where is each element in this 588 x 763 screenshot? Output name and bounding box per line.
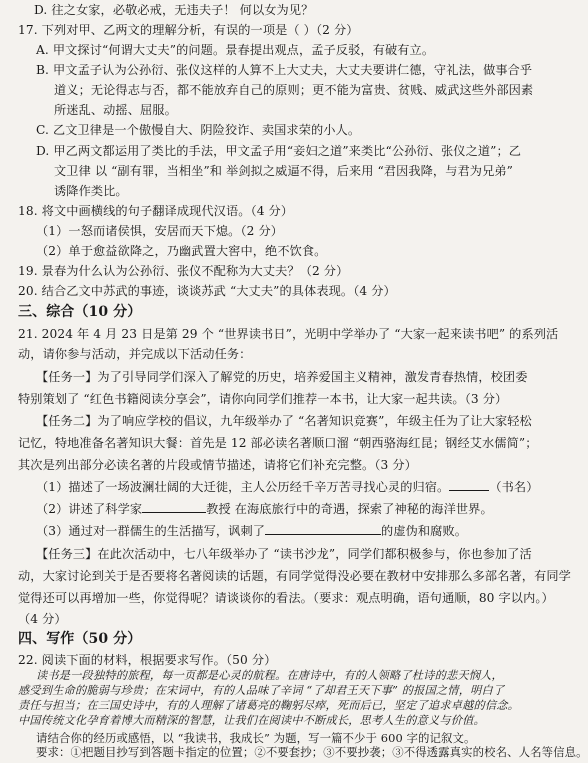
task2-blank-3-text: （3）通过对一群儒生的生活描写，讽刺了 — [36, 524, 266, 538]
q17-stem: 17. 下列对甲、乙两文的理解分析，有误的一项是（ ）（2 分） — [18, 23, 359, 37]
q22-requirements: 要求：①把题目抄写到答题卡指定的位置；②不要套抄；③不要抄袭；③不得透露真实的校名、人名等信息。 — [36, 745, 588, 759]
q17-option-d-line3: 诱降作类比。 — [54, 184, 128, 198]
task2-blank-1 — [36, 479, 539, 495]
q17-option-b-line2: 道义；无论得志与否，都不能放弃自己的原则；更不能为富贵、贫贱、威武这些外部因素 — [54, 83, 534, 97]
task3-score: （4 分） — [18, 612, 67, 626]
q19-stem: 19. 景春为什么认为公孙衍、张仪不配称为大丈夫？（2 分） — [18, 264, 349, 278]
q22-prompt: 请结合你的经历或感悟，以 “我读书，我成长” 为题，写一篇不少于 600 字的记叙文。 — [36, 731, 476, 745]
task3-text-line3: 觉得还可以再增加一些，你觉得呢？请谈谈你的看法。（要求：观点明确，语句通顺，80 字以内。） — [18, 591, 554, 605]
q22-requirements-tail: 人名等信息。 — [518, 745, 588, 759]
task2-blank-2 — [36, 501, 493, 517]
q17-option-c: C. 乙文卫律是一个傲慢自大、阴险狡诈、卖国求荣的小人。 — [36, 123, 361, 137]
q17-option-d-line2: 文卫律 以 “副有罪，当相坐”和 举剑拟之威逼不得，后来用 “君因我降，与君为兄弟” — [54, 164, 513, 178]
answer-blank[interactable] — [449, 479, 489, 491]
q18-stem: 18. 将文中画横线的句子翻译成现代汉语。（4 分） — [18, 204, 294, 218]
q20-stem: 20. 结合乙文中苏武的事迹，谈谈苏武 “大丈夫”的具体表现。（4 分） — [18, 284, 396, 298]
q17-option-b: B. 甲文孟子认为公孙衍、张仪这样的人算不上大丈夫，大丈夫要讲仁德，守礼法，做事合乎 — [36, 63, 533, 77]
q17-option-b-line3: 所迷乱、动摇、屈服。 — [54, 103, 177, 117]
section-heading-writing: 四、写作（50 分） — [18, 631, 142, 647]
q21-stem: 21. 2024 年 4 月 23 日是第 29 个 “世界读书日”，光明中学举办了 “大家一起来读书吧” 的系列活 — [18, 327, 559, 341]
task2-text-line3: 其次是列出部分必读名著的片段或情节描述，请将它们补充完整。（3 分） — [18, 458, 417, 472]
task2-blank-1-suffix: （书名） — [489, 480, 539, 494]
task2-text-line2: 记忆，特地准备名著知识大餐：首先是 12 部必读名著顺口溜 “朝西骆海红昆；钢经艾水儒简”； — [18, 436, 538, 450]
answer-blank[interactable] — [265, 523, 381, 535]
task1-text-line2: 特别策划了 “红色书籍阅读分享会”，请你向同学们推荐一本书，让大家一起共读。（3 分） — [18, 392, 508, 406]
q18-item-1: （1）一怒而诸侯惧，安居而天下熄。（2 分） — [36, 224, 284, 238]
task3-text-line2: 动，大家讨论到关于是否要将名著阅读的话题，有同学觉得没必要在教材中安排那么多部名著，有同学 — [18, 569, 571, 583]
task2-text: 【任务二】为了响应学校的倡议，九年级举办了 “名著知识竞赛”，年级主任为了让大家轻松 — [36, 414, 532, 428]
q22-stem: 22. 阅读下面的材料，根据要求写作。（50 分） — [18, 653, 277, 667]
section-heading-comprehensive: 三、综合（10 分） — [18, 304, 142, 320]
q22-material-line2: 感受到生命的脆弱与珍贵；在宋词中，有的人品味了辛词 “了却君王天下事” 的报国之情，明白了 — [18, 684, 505, 697]
task2-blank-3 — [36, 523, 467, 539]
q16-option-d: D. 往之女家，必敬必戒，无违夫子！ 何以女为见？ — [34, 3, 314, 17]
q22-material: 读书是一段独特的旅程，每一页都是心灵的航程。在唐诗中，有的人领略了杜诗的悲天悯人， — [36, 669, 503, 682]
task3-text: 【任务三】在此次活动中，七八年级举办了 “读书沙龙”，同学们都积极参与，你也参加了活 — [36, 547, 532, 561]
task2-blank-2-text: （2）讲述了科学家 — [36, 502, 143, 516]
q22-material-line3: 责任与担当；在三国史诗中，有的人理解了诸葛亮的鞠躬尽瘁，死而后已，坚定了追求卓越的信念。 — [18, 699, 520, 712]
task2-blank-3-suffix: 的虚伪和腐败。 — [381, 524, 468, 538]
answer-blank[interactable] — [142, 501, 206, 513]
q17-option-d: D. 甲乙两文都运用了类比的手法，甲文孟子用“妾妇之道”来类比“公孙衍、张仪之道”；乙 — [36, 144, 522, 158]
task2-blank-2-suffix: 教授 在海底旅行中的奇遇，探索了神秘的海洋世界。 — [206, 502, 493, 516]
q17-option-a: A. 甲文探讨“何谓大丈夫”的问题。景春提出观点，孟子反驳，有破有立。 — [36, 43, 435, 57]
q21-stem-line2: 动，请你参与活动，并完成以下活动任务： — [18, 347, 252, 361]
task2-blank-1-text: （1）描述了一场波澜壮阔的大迁徙，主人公历经千辛万苦寻找心灵的归宿。 — [36, 480, 450, 494]
q18-item-2: （2）单于愈益欲降之，乃幽武置大窖中，绝不饮食。 — [36, 244, 327, 258]
q22-material-line4: 中国传统文化孕育着博大而精深的智慧，让我们在阅读中不断成长，思考人生的意义与价值。 — [18, 714, 485, 727]
task1-text: 【任务一】为了引导同学们深入了解党的历史，培养爱国主义精神，激发青春热情，校团委 — [36, 370, 528, 384]
